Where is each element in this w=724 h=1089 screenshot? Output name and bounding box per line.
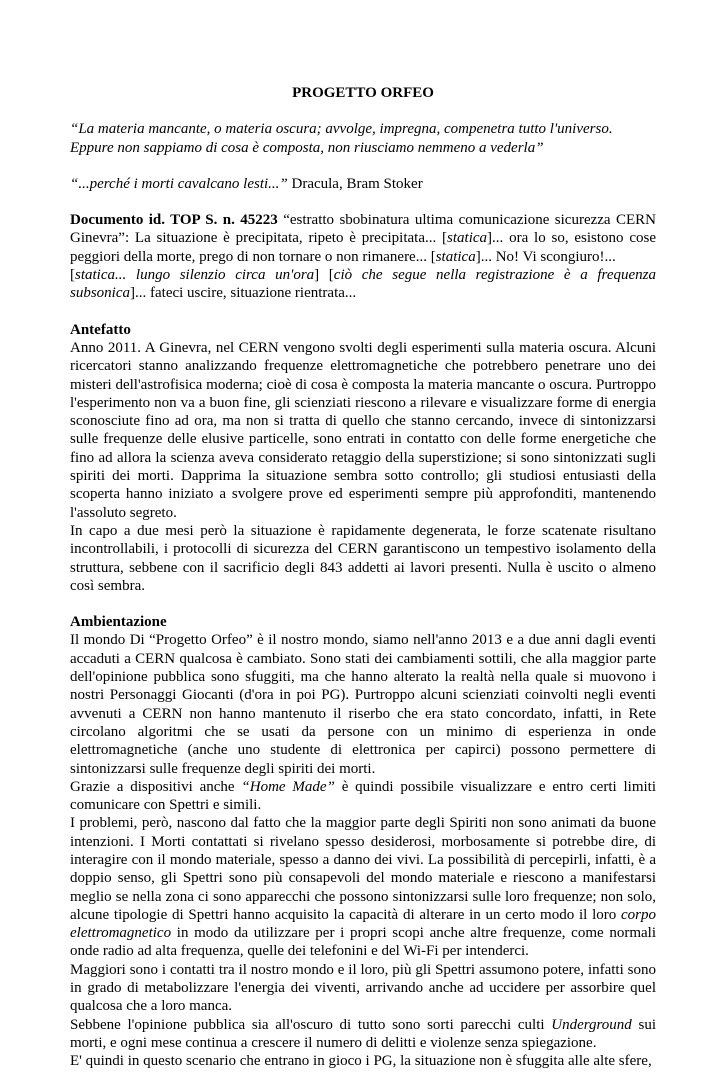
- underground-term: Underground: [551, 1016, 632, 1033]
- antefatto-heading: Antefatto: [70, 321, 131, 338]
- dracula-quote: “...perché i morti cavalcano lesti...”: [70, 175, 288, 192]
- ambientazione-paragraph-4: Maggiori sono i contatti tra il nostro mondo e il loro, più gli Spettri assumono potere, infatti sono in grado di metabolizzare l'energia dei viventi, arrivando anche ad uccidere per assorbire quel qualcosa che a loro manca.: [70, 961, 656, 1015]
- ambientazione-p2-text-b: è quindi possibile visualizzare e entro certi limiti comunicare con Spettri e simili.: [70, 778, 656, 814]
- ambientazione-p3-text-a: I problemi, però, nascono dal fatto che la maggior parte degli Spiriti non sono animati da buone intenzioni. I Morti contattati si rivelano spesso desiderosi, morbosamente si potrebbe dire, di interagire con il mondo materiale, spesso a danno dei vivi. La possibilità di percepirli, infatti, è a doppio senso, gli Spettri sono più consapevoli del mondo materiale e riescono a manifestarsi meglio se nella zona ci sono apparecchi che possono sintonizzarsi sulle loro frequenze; non solo, alcune tipologie di Spettri hanno acquisito la capacità di alterare in un certo modo il loro: [70, 815, 656, 923]
- epigraph-dracula: [70, 175, 656, 193]
- ambientazione-paragraph-3: [70, 814, 656, 960]
- ambientazione-p2-text-a: Grazie a dispositivi anche: [70, 778, 242, 795]
- document-text-part-3: ]... No! Vi scongiuro!...: [475, 248, 616, 265]
- ambientazione-heading: Ambientazione: [70, 614, 167, 631]
- document-text-part-4: ]... fateci uscire, situazione rientrata...: [130, 285, 357, 302]
- page-title: PROGETTO ORFEO: [292, 85, 434, 101]
- ambientazione-paragraph-5: [70, 1016, 656, 1053]
- document-page: [70, 84, 656, 1089]
- ambientazione-p5-text-b: sui morti, e ogni mese continua a crescere il numero di delitti e violenze senza spiegazione.: [70, 1016, 656, 1051]
- section-ambientazione: [70, 613, 656, 1070]
- ambientazione-paragraph-1: Il mondo Di “Progetto Orfeo” è il nostro mondo, siamo nell'anno 2013 e a due anni dagli eventi accaduti a CERN qualcosa è cambiato. Sono stati dei cambiamenti sottili, che alla maggior parte dell'opinione pubblica sono sfuggiti, ma che hanno alterato la realtà nella quale si muovono i nostri Personaggi Giocanti (d'ora in poi PG). Purtroppo alcuni scienziati coinvolti negli eventi avvenuti a CERN non hanno mantenuto il riserbo che era stato concordato, infatti, in Rete circolano algoritmi che se usati da persone con un minimo di esperienza in onde elettromagnetiche (anche uno studente di elettronica per capirci) possono permettere di sintonizzarsi sulle frequenze degli spiriti dei morti.: [70, 632, 656, 777]
- silence-note: statica... lungo silenzio circa un'ora: [75, 267, 315, 284]
- ambientazione-paragraph-6: E' quindi in questo scenario che entrano in gioco i PG, la situazione non è sfuggita alle alte sfere,: [70, 1053, 652, 1070]
- ambientazione-p5-text-a: Sebbene l'opinione pubblica sia all'oscuro di tutto sono sorti parecchi culti: [70, 1016, 552, 1033]
- bracket-between: ] [: [314, 267, 334, 284]
- epigraph-dark-matter: [70, 120, 656, 157]
- section-antefatto: [70, 321, 656, 595]
- document-text-part-2: ]... ora lo so, esistono cose peggiori della morte, prego di non tornare o non rimanere... [: [70, 230, 656, 265]
- epigraph-line-2: Eppure non sappiamo di cosa è composta, non riusciamo nemmeno a vederla”: [70, 139, 544, 156]
- electromagnetic-body-term: corpo elettromagnetico: [70, 906, 656, 942]
- subsonic-note: ciò che segue nella registrazione è a frequenza subsonica: [70, 267, 656, 302]
- epigraph-line-1: “La materia mancante, o materia oscura; avvolge, impregna, compenetra tutto l'universo.: [70, 121, 613, 138]
- antefatto-paragraph-1: Anno 2011. A Ginevra, nel CERN vengono svolti degli esperimenti sulla materia oscura. Alcuni ricercatori stanno analizzando frequenze elettromagnetiche che potrebbero penetrare uno dei misteri dell'astrofisica moderna; cioè di cosa è composta la materia mancante o oscura. Purtroppo l'esperimento non va a buon fine, gli scienziati riescono a rilevare e visualizzare forme di energia sconosciute fino ad ora, ma non si tratta di quello che stanno cercando, invece di sintonizzarsi sulle frequenze delle elusive particelle, sono entrati in contatto con delle forme energetiche che fino ad allora la scienza aveva considerato retaggio della superstizione; si sono sintonizzati sugli spiriti dei morti. Dapprima la situazione sembra sotto controllo; gli studiosi entusiasti della scoperta hanno iniziato a svolgere prove ed esperimenti sempre più approfonditi, mantenendo l'assoluto segreto.: [70, 339, 656, 521]
- home-made-term: “Home Made”: [241, 778, 335, 795]
- document-text-part-1: “estratto sbobinatura ultima comunicazione sicurezza CERN Ginevra”: La situazione è precipitata, ripeto è precipitata... [: [70, 212, 657, 247]
- dracula-source: Dracula, Bram Stoker: [287, 175, 423, 192]
- document-id-label: Documento id. TOP S. n. 45223: [70, 212, 278, 229]
- static-note-2: statica: [435, 248, 476, 265]
- document-transcript: [70, 211, 656, 302]
- ambientazione-paragraph-2: [70, 778, 656, 815]
- bracket-open: [: [70, 267, 75, 284]
- ambientazione-p3-text-b: in modo da utilizzare per i propri scopi anche altre frequenze, come normali onde radio ad alta frequenza, quelle dei telefonini e del Wi-Fi per intenderci.: [70, 925, 656, 960]
- static-note-1: statica: [447, 230, 488, 247]
- antefatto-paragraph-2: In capo a due mesi però la situazione è rapidamente degenerata, le forze scatenate risultano incontrollabili, i protocolli di sicurezza del CERN garantiscono un tempestivo isolamento della struttura, sebbene con il sacrificio degli 843 addetti ai lavori presenti. Nulla è uscito o almeno così sembra.: [70, 522, 656, 594]
